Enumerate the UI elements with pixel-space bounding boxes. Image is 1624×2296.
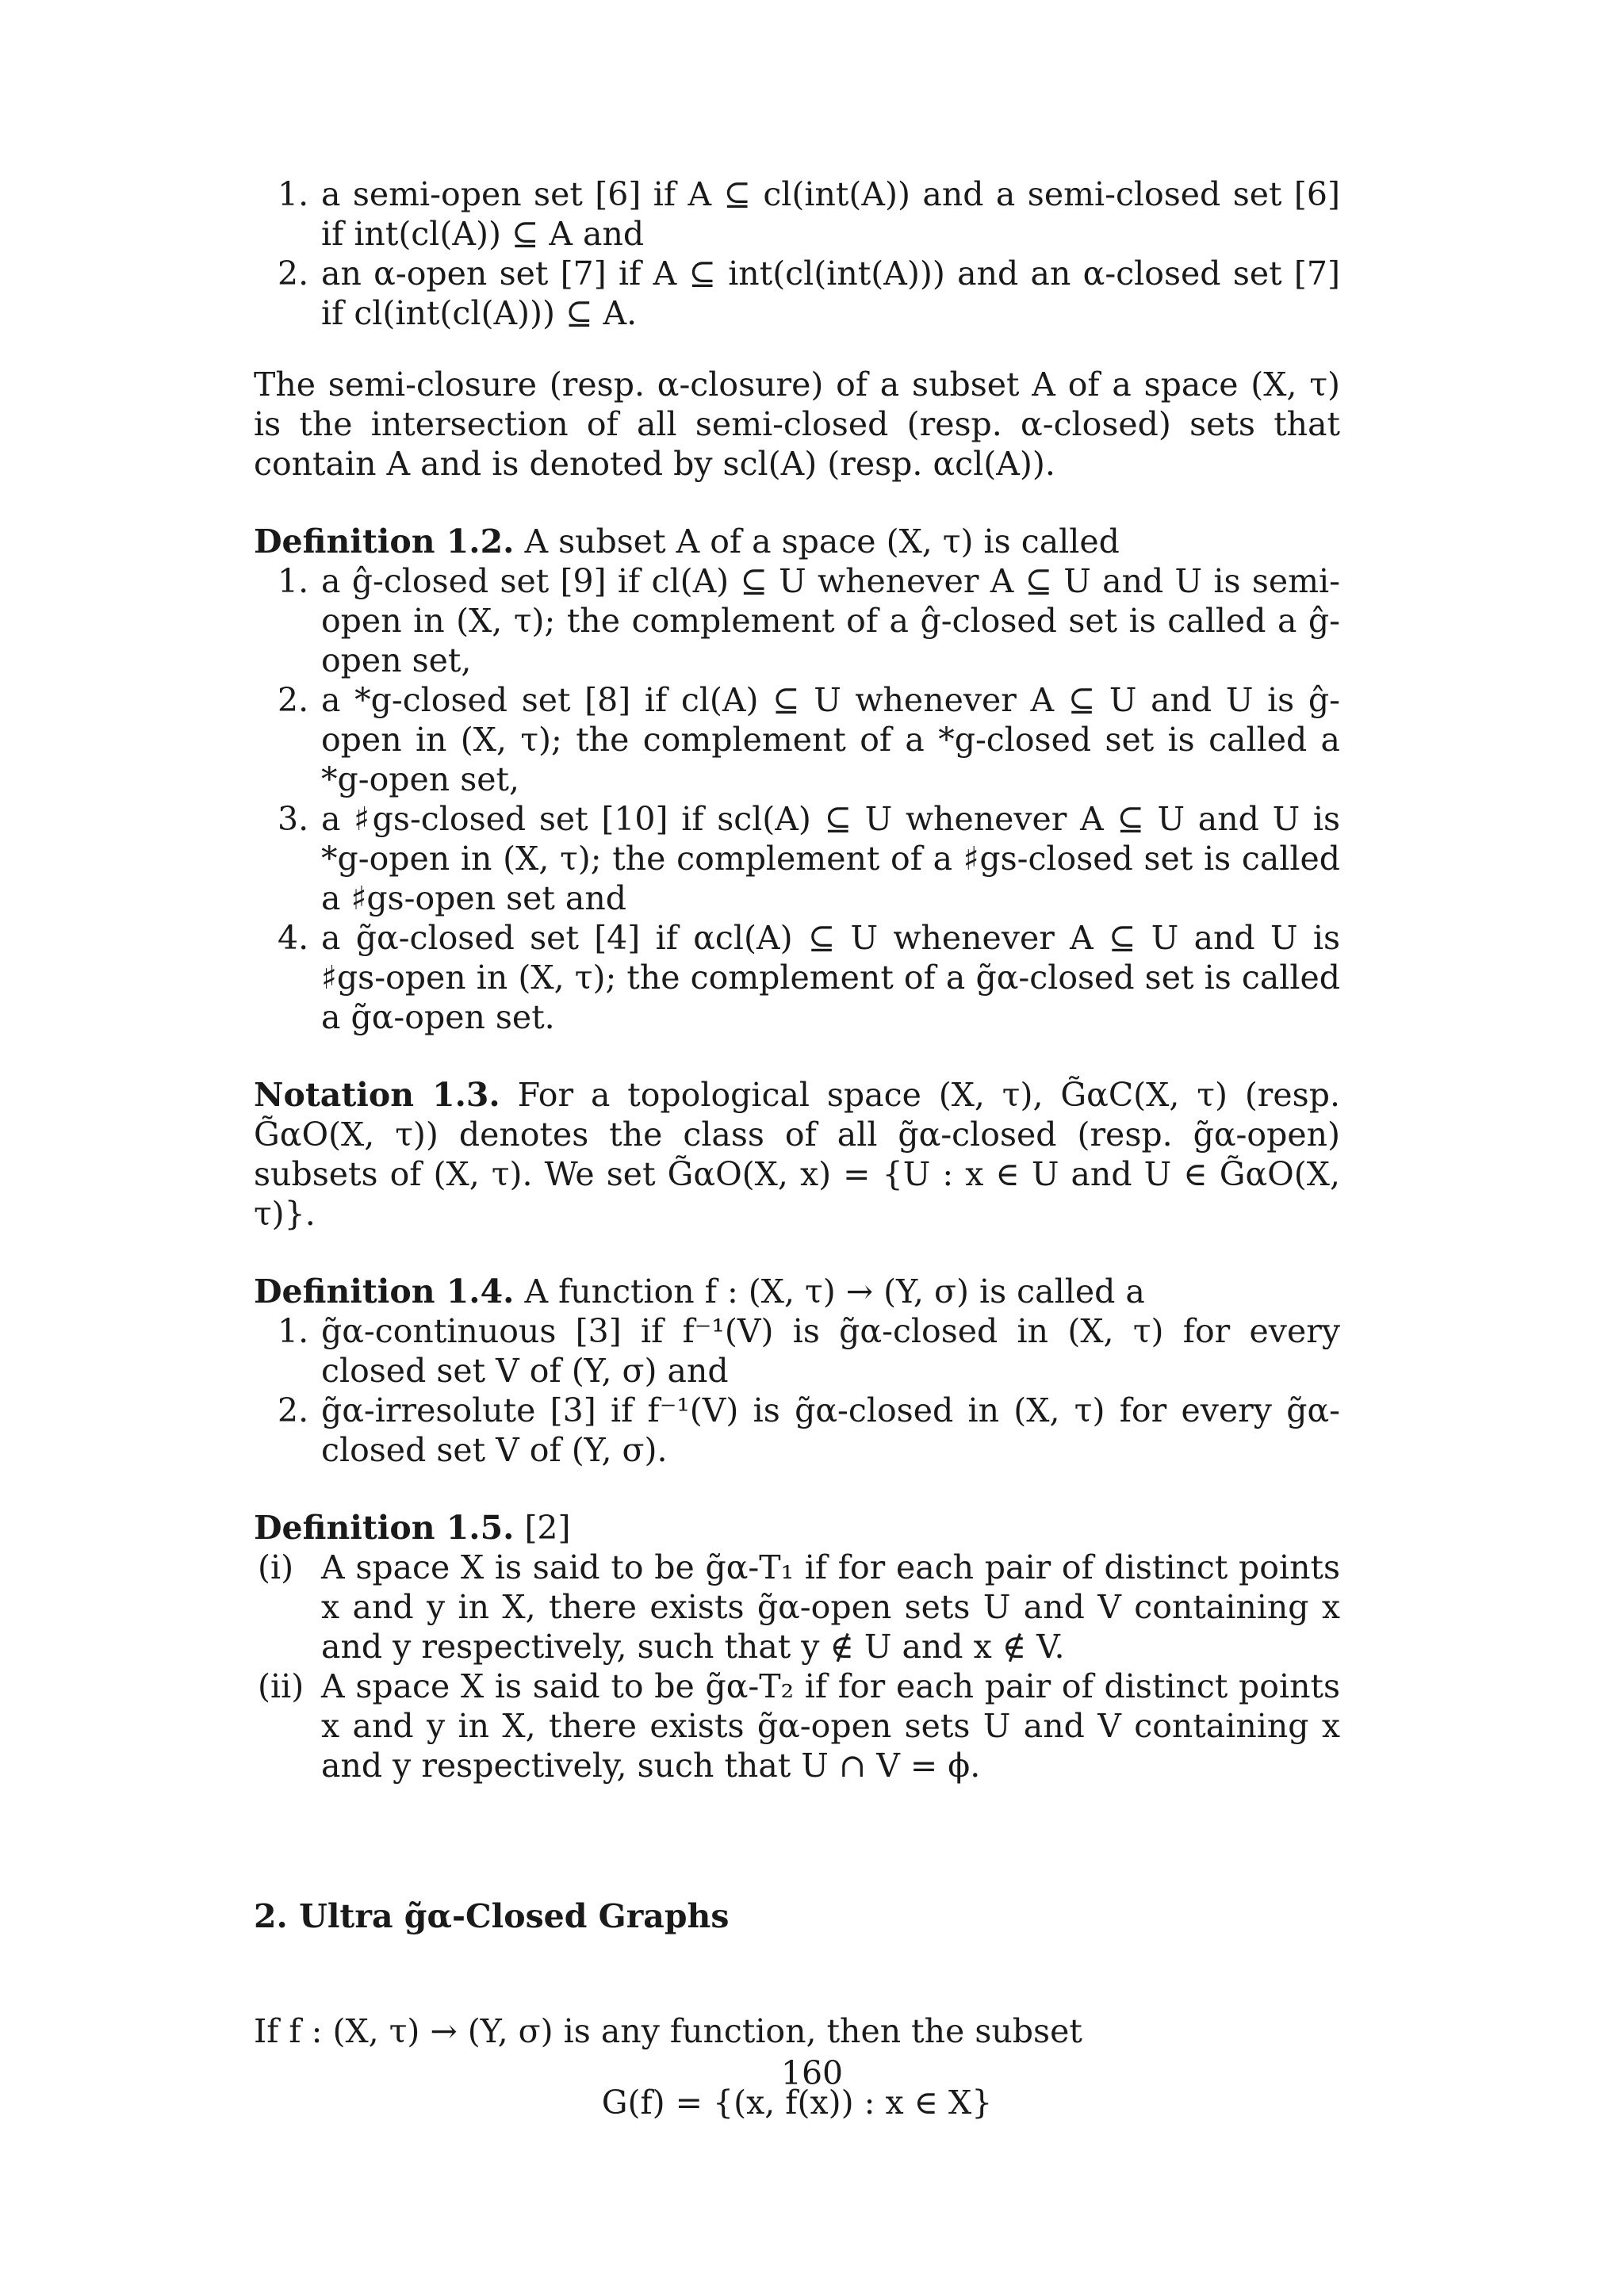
definition-list-sets bbox=[254, 174, 1340, 333]
page-number: 160 bbox=[780, 2054, 844, 2092]
definition-label: Definition 1.5. bbox=[254, 1509, 515, 1547]
notation-text: For a topological space (X, τ), G̃αC(X, τ) (resp. G̃αO(X, τ)) denotes the class of all g̃α-closed (resp. g̃α-open) subsets of (X, τ). We set G̃αO(X, x) = {U : x ∈ U and U ∈ G̃αO(X, τ)}. bbox=[254, 1076, 1340, 1233]
item-text: A space X is said to be g̃α-T₁ if for each pair of distinct points x and y in X, there exists g̃α-open sets U and V containing x and y respectively, such that y ∉ U and x ∉ V. bbox=[321, 1548, 1340, 1666]
item-text: g̃α-irresolute [3] if f⁻¹(V) is g̃α-closed in (X, τ) for every g̃α-closed set V of (Y, σ). bbox=[321, 1391, 1340, 1469]
notation-label: Notation 1.3. bbox=[254, 1076, 500, 1114]
section-paragraph: If f : (X, τ) → (Y, σ) is any function, then the subset bbox=[254, 2012, 1082, 2050]
item-text: a ♯gs-closed set [10] if scl(A) ⊆ U whenever A ⊆ U and U is *g-open in (X, τ); the complement of a ♯gs-closed set is called a ♯gs-open set and bbox=[321, 800, 1340, 917]
item-number: 3. bbox=[278, 800, 309, 838]
item-number: (i) bbox=[258, 1548, 294, 1586]
item-number: 1. bbox=[278, 562, 309, 600]
item-text: an α-open set [7] if A ⊆ int(cl(int(A))) and an α-closed set [7] if cl(int(cl(A))) ⊆ A. bbox=[321, 254, 1340, 332]
definition-label: Definition 1.4. bbox=[254, 1272, 515, 1311]
item-text: g̃α-continuous [3] if f⁻¹(V) is g̃α-closed in (X, τ) for every closed set V of (Y, σ) and bbox=[321, 1312, 1340, 1390]
notation-1-3 bbox=[254, 1075, 1340, 1234]
definition-1-4 bbox=[254, 1272, 1340, 1470]
definition-heading bbox=[254, 1272, 1340, 1311]
list-item bbox=[254, 1311, 1340, 1391]
list-item bbox=[254, 174, 1340, 254]
definition-heading bbox=[254, 1508, 1340, 1548]
definition-items bbox=[254, 1311, 1340, 1470]
list-item bbox=[254, 799, 1340, 918]
paragraph-closure: The semi-closure (resp. α-closure) of a subset A of a space (X, τ) is the intersection of all semi-closed (resp. α-closed) sets that contain A and is denoted by scl(A) (resp. αcl(A)). bbox=[254, 365, 1340, 483]
item-text: a semi-open set [6] if A ⊆ cl(int(A)) and a semi-closed set [6] if int(cl(A)) ⊆ A and bbox=[321, 175, 1340, 253]
list-item bbox=[254, 1667, 1340, 1785]
list-item bbox=[254, 561, 1340, 680]
definition-heading bbox=[254, 522, 1340, 561]
definition-label: Definition 1.2. bbox=[254, 522, 515, 561]
item-text: a *g-closed set [8] if cl(A) ⊆ U whenever A ⊆ U and U is ĝ-open in (X, τ); the complement of a *g-closed set is called a *g-open set, bbox=[321, 681, 1340, 798]
definition-items bbox=[254, 1548, 1340, 1785]
item-number: 1. bbox=[278, 175, 309, 213]
list-item bbox=[254, 254, 1340, 333]
definition-1-5 bbox=[254, 1508, 1340, 1785]
definition-reference: [2] bbox=[524, 1509, 571, 1547]
display-equation: G(f) = {(x, f(x)) : x ∈ X} bbox=[601, 2084, 993, 2122]
item-text: a ĝ-closed set [9] if cl(A) ⊆ U whenever A ⊆ U and U is semi-open in (X, τ); the complement of a ĝ-closed set is called a ĝ-open set, bbox=[321, 562, 1340, 679]
list-item bbox=[254, 1548, 1340, 1667]
item-number: 1. bbox=[278, 1312, 309, 1350]
definition-intro: A function f : (X, τ) → (Y, σ) is called a bbox=[524, 1272, 1145, 1311]
page-body bbox=[254, 174, 1340, 2122]
item-number: 4. bbox=[278, 919, 309, 957]
item-number: 2. bbox=[278, 1391, 309, 1429]
list-item bbox=[254, 680, 1340, 799]
item-number: 2. bbox=[278, 254, 309, 293]
definition-items bbox=[254, 561, 1340, 1037]
definition-intro: A subset A of a space (X, τ) is called bbox=[524, 522, 1120, 561]
item-text: A space X is said to be g̃α-T₂ if for each pair of distinct points x and y in X, there exists g̃α-open sets U and V containing x and y respectively, such that U ∩ V = ϕ. bbox=[321, 1667, 1340, 1785]
definition-1-2 bbox=[254, 522, 1340, 1037]
item-text: a g̃α-closed set [4] if αcl(A) ⊆ U whenever A ⊆ U and U is ♯gs-open in (X, τ); the complement of a g̃α-closed set is called a g̃α-open set. bbox=[321, 919, 1340, 1036]
list-item bbox=[254, 918, 1340, 1037]
item-number: (ii) bbox=[258, 1667, 304, 1705]
section-title: 2. Ultra g̃α-Closed Graphs bbox=[254, 1897, 730, 1935]
list-item bbox=[254, 1391, 1340, 1470]
item-number: 2. bbox=[278, 681, 309, 719]
